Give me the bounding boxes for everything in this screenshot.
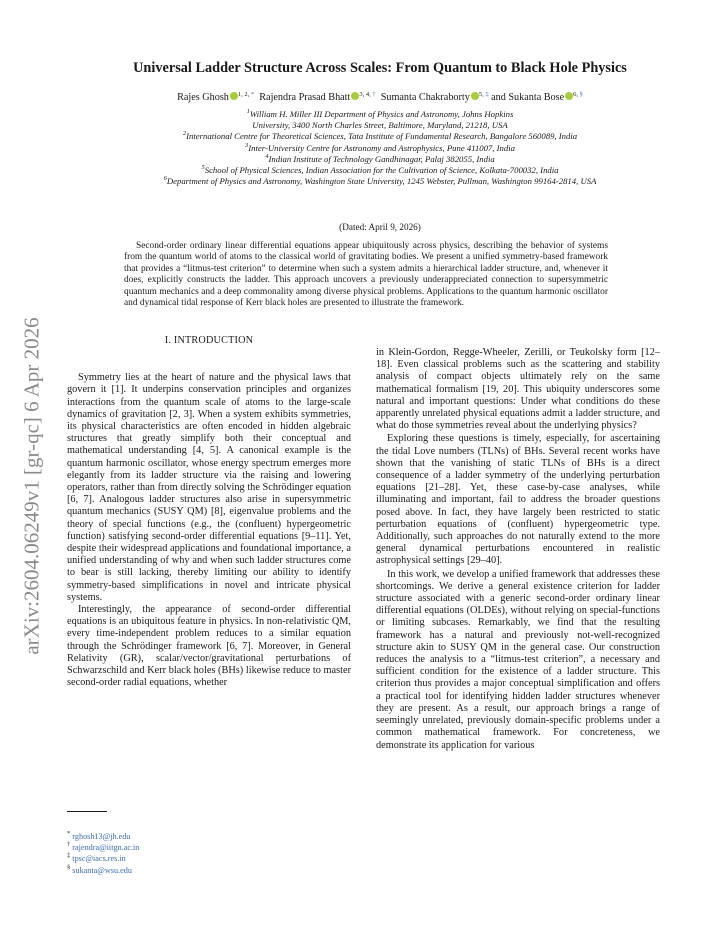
footnote-list bbox=[67, 831, 351, 876]
footnote: † rajendra@iitgn.ac.in bbox=[67, 841, 140, 853]
author-list: Rajes Ghosh $^{1, 2, *}$ Rajendra Prasad Bhatt $^{3, 4, \dagger}$ Sumanta Chakraborty $^{5, \ddagger}$ and Sukanta Bose $^{6, \S}$ bbox=[177, 91, 583, 103]
footnote: § sukanta@wsu.edu bbox=[67, 863, 132, 875]
body-paragraph: in Klein-Gordon, Regge-Wheeler, Zerilli, or Teukolsky form [12–18]. Even classical problems such as the scattering and stability analysis of compact objects ultimately rely on the same mathematical formalism [19, 20]. This ubiquity underscores some natural and important questions: Under what conditions do these apparently unrelated physical equations admit a ladder structure, and what do those symmetries reveal about the underlying physics? bbox=[376, 347, 660, 432]
affiliation: $^6$Department of Physics and Astronomy, Washington State University, 1245 Webster, Pullman, Washington 99164-2814, USA bbox=[163, 175, 597, 187]
orcid-icon[interactable] bbox=[565, 92, 573, 100]
arxiv-identifier: arXiv:2604.06249v1 [gr-qc] 6 Apr 2026 bbox=[19, 317, 44, 655]
section-heading: I. INTRODUCTION bbox=[164, 335, 254, 346]
abstract: Second-order ordinary linear differential equations appear ubiquitously across physics, describing the behavior of systems from the quantum world of atoms to the classical world of gravitating bodies. We present a unified symmetry-based framework that provides a “litmus-test criterion” to determine when such a system admits a hierarchical ladder structure, and, whenever it does, explicitly constructs the ladder. This approach uncovers a previously underappreciated connection to supersymmetric quantum mechanics and a deep commonality among diverse physical problems. Applications to the quantum harmonic oscillator and dynamical tidal response of Kerr black holes are presented to illustrate the framework. bbox=[124, 241, 608, 309]
body-paragraph: Exploring these questions is timely, especially, for ascertaining the tidal Love numbers (TLNs) of BHs. Several recent works have shown that the vanishing of static TLNs of BHs is a direct consequence of a ladder symmetry of the underlying perturbation equations [21–28]. Yet, these case-by-case analyses, while illuminating and important, fail to address the broader questions posed above. In fact, they have largely been restricted to static perturbation equations of (confluent) hypergeometric type. Additionally, such approaches do not naturally extend to the more general dynamical perturbations encountered in realistic astrophysical settings [29–40]. bbox=[376, 433, 660, 567]
footnote-divider bbox=[67, 811, 107, 812]
affiliation: $^4$Indian Institute of Technology Gandhinagar, Palaj 382055, India bbox=[265, 152, 495, 164]
body-paragraph: Symmetry lies at the heart of nature and the physical laws that govern it [1]. It underpins conservation principles and organizes interactions from the quantum scale of atoms to the large-scale dynamics of gravitation [2, 3]. When a system exhibits symmetries, its physical characteristics are often encoded in hidden algebraic structures that greatly simplify both their conceptual and mathematical understanding [4, 5]. A canonical example is the quantum harmonic oscillator, whose energy spectrum emerges more elegantly from its ladder structure via the raising and lowering operators, rather than from directly solving the Schrödinger equation [6, 7]. Analogous ladder structures also arise in supersymmetric quantum mechanics (SUSY QM) [8], eigenvalue problems and the theory of special functions (e.g., the (confluent) hypergeometric function) satisfying second-order differential equations [9–11]. Yet, despite their widespread applications and foundational importance, a unified understanding of why and when such ladder structures come to bear is still lacking, thereby limiting our ability to identify symmetry-based simplifications in novel and intricate physical systems. bbox=[67, 372, 351, 603]
body-paragraph: Interestingly, the appearance of second-order differential equations is an ubiquitous feature in physics. In non-relativistic QM, every time-independent problem reduces to a similar equation through the Schrödinger framework [6, 7]. Moreover, in General Relativity (GR), scalar/vector/gravitational perturbations of Schwarzschild and Kerr black holes (BHs) likewise reduce to master second-order radial equations, whether bbox=[67, 604, 351, 689]
affiliation: $^1$William H. Miller III Department of Physics and Astronomy, Johns Hopkins bbox=[246, 108, 514, 119]
date-line: (Dated: April 9, 2026) bbox=[339, 222, 421, 232]
affiliation-list bbox=[60, 109, 700, 187]
orcid-icon[interactable] bbox=[230, 92, 238, 100]
footnote: * rghosh13@jh.edu bbox=[67, 830, 131, 841]
affiliation: $^5$School of Physical Sciences, Indian Association for the Cultivation of Science, Kolkata-700032, India bbox=[201, 164, 559, 176]
email-link[interactable]: rghosh13@jh.edu bbox=[72, 832, 131, 841]
body-paragraph: In this work, we develop a unified framework that addresses these shortcomings. We derive a general existence criterion for ladder structure associated with a generic second-order ordinary linear differential equations (OLDEs), without relying on special-functions or limiting subcases. Remarkably, we find that the resulting framework has a natural and previously not-well-recognized structure akin to SUSY QM in the general case. Our construction reduces the analysis to a “litmus-test criterion”, a necessary and sufficient condition for the existence of a ladder structure. This criterion thus provides a major conceptual simplification and offers a practical tool for identifying hidden ladder structures whenever they are present. As a result, our approach brings a range of seemingly unrelated, previously domain-specific problems under a common mathematical framework. For concreteness, we demonstrate its application for various bbox=[376, 568, 660, 751]
footnote-link[interactable]: ‡ bbox=[485, 91, 489, 98]
author-name: Rajes Ghosh bbox=[177, 92, 229, 103]
affiliation: $^3$Inter-University Centre for Astronomy and Astrophysics, Pune 411007, India bbox=[245, 141, 515, 153]
email-link[interactable]: sukanta@wsu.edu bbox=[72, 865, 132, 875]
affiliation: $^2$International Centre for Theoretical Sciences, Tata Institute of Fundamental Research, Bangalore 560089, India bbox=[182, 130, 578, 142]
author-conjunction: and bbox=[491, 92, 506, 103]
author-name: Sumanta Chakraborty bbox=[380, 92, 470, 103]
email-link[interactable]: rajendra@iitgn.ac.in bbox=[72, 843, 140, 853]
author-name: Sukanta Bose bbox=[508, 92, 565, 103]
right-column bbox=[376, 347, 660, 752]
arxiv-sidebar-stamp bbox=[10, 296, 54, 676]
footnote-link[interactable]: † bbox=[372, 91, 376, 98]
orcid-icon[interactable] bbox=[471, 92, 479, 100]
footnote-link[interactable]: * bbox=[250, 91, 255, 98]
left-column bbox=[67, 335, 351, 689]
footnote-link[interactable]: § bbox=[579, 91, 583, 98]
paper-title: Universal Ladder Structure Across Scales: From Quantum to Black Hole Physics bbox=[133, 60, 627, 76]
footnote: ‡ tpsc@iacs.res.in bbox=[67, 852, 126, 864]
author-name: Rajendra Prasad Bhatt bbox=[259, 92, 351, 103]
email-link[interactable]: tpsc@iacs.res.in bbox=[72, 854, 126, 864]
affiliation: University, 3400 North Charles Street, Baltimore, Maryland, 21218, USA bbox=[252, 120, 508, 131]
